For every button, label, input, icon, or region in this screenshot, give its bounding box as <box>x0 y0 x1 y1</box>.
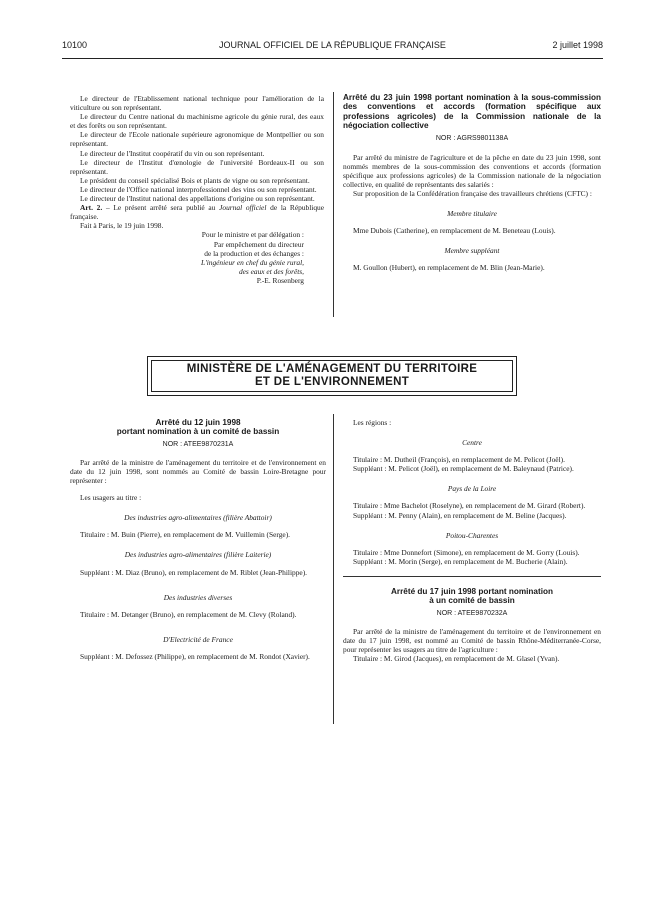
text-line: Le président du conseil spécialisé Bois et plants de vigne ou son représentant. <box>80 175 310 185</box>
appointment-line: Suppléant : M. Defossez (Philippe), en remplacement de M. Rondot (Xavier). <box>80 651 310 661</box>
top-right-column <box>343 93 601 273</box>
appointment-line: Titulaire : Mme Bachelot (Roselyne), en remplacement de M. Girard (Robert). <box>353 501 586 511</box>
appointment-line: Titulaire : M. Buin (Pierre), en remplacement de M. Vuillemin (Serge). <box>80 530 291 540</box>
fait-a-paris: Fait à Paris, le 19 juin 1998. <box>80 221 164 231</box>
paragraph: Par arrêté de la ministre de l'aménagement du territoire et de l'environnement en date du 12 juin 1998, sont nommés au Comité de bassin Loire-Bretagne pour représenter : <box>70 457 326 486</box>
section-heading: Des industries agro-alimentaires (filière Laiterie) <box>124 550 272 560</box>
appointment-line: Titulaire : M. Detanger (Bruno), en remplacement de M. Clevy (Roland). <box>80 609 297 619</box>
paragraph: Les régions : <box>353 418 392 427</box>
signatory-name: P.-E. Rosenberg <box>256 275 304 285</box>
ministry-line: ET DE L'ENVIRONNEMENT <box>254 376 410 388</box>
bottom-left-column <box>70 418 326 661</box>
ministry-heading <box>151 360 513 392</box>
ministry-line: MINISTÈRE DE L'AMÉNAGEMENT DU TERRITOIRE <box>186 363 478 375</box>
region-heading: Pays de la Loire <box>447 484 497 494</box>
decree-title: Arrêté du 17 juin 1998 portant nomination <box>391 586 553 596</box>
article-separator <box>343 576 601 577</box>
top-left-column <box>70 94 324 285</box>
text-line: Le directeur de l'Institut national des appellations d'origine ou son représentant. <box>80 194 315 204</box>
column-divider <box>333 92 334 317</box>
signature-block <box>70 230 304 285</box>
bottom-right-column <box>343 418 601 663</box>
text-line: Le directeur de l'Office national interprofessionnel des vins ou son représentant. <box>80 184 317 194</box>
appointment-line: Suppléant : M. Diaz (Bruno), en remplacement de M. Riblet (Jean-Philippe). <box>80 567 307 577</box>
issue-date: 2 juillet 1998 <box>552 40 603 50</box>
ministry-box <box>147 356 517 396</box>
page-number: 10100 <box>62 40 88 50</box>
decree-title: portant nomination à un comité de bassin <box>116 427 280 437</box>
column-divider <box>333 414 334 724</box>
appointment-line: Mme Dubois (Catherine), en remplacement de M. Beneteau (Louis). <box>353 226 556 236</box>
signature-line: Par empêchement du directeur <box>213 239 304 249</box>
text-line: Le directeur de l'Ecole nationale supérieure agronomique de Montpellier ou son représentant. <box>70 130 324 149</box>
text-line: Le directeur du Centre national du machinisme agricole du génie rural, des eaux et des forêts ou son représentant. <box>70 112 324 131</box>
nor-reference: NOR : ATEE9870231A <box>162 440 234 448</box>
signature-line: de la production et des échanges : <box>204 248 304 258</box>
appointment-line: Suppléant : M. Pelicot (Joël), en remplacement de M. Baleynaud (Patrice). <box>353 464 574 474</box>
paragraph: Par arrêté du ministre de l'agriculture et de la pêche en date du 23 juin 1998, sont nommés membres de la sous-commission des conventions et accords (formation spécifique aux professions agricoles) de la Commission nationale de la négociation collective, en qualité de représentants des salariés : <box>343 152 601 189</box>
nor-reference: NOR : AGRS9801138A <box>435 134 509 142</box>
region-heading: Centre <box>462 438 482 448</box>
paragraph: Les usagers au titre : <box>80 493 142 503</box>
appointment-line: Suppléant : M. Morin (Serge), en remplacement de M. Bucherie (Alain). <box>353 556 568 566</box>
text-line: Le directeur de l'Institut coopératif du vin ou son représentant. <box>80 148 265 158</box>
section-heading: Membre suppléant <box>444 246 500 256</box>
text-line: Le directeur de l'Institut d'œnologie de l'université Bordeaux-II ou son représentant. <box>70 157 324 176</box>
header-rule <box>62 58 603 59</box>
signature-line: des eaux et des forêts, <box>238 266 304 276</box>
paragraph: Sur proposition de la Confédération française des travailleurs chrétiens (CFTC) : <box>353 189 592 199</box>
journal-title: JOURNAL OFFICIEL DE LA RÉPUBLIQUE FRANÇAISE <box>219 40 446 50</box>
decree-title: à un comité de bassin <box>429 596 515 606</box>
decree-title: Arrêté du 12 juin 1998 <box>155 418 241 427</box>
appointment-line: Titulaire : M. Girod (Jacques), en remplacement de M. Glasel (Yvan). <box>353 654 560 664</box>
text-line: Le directeur de l'Etablissement national technique pour l'amélioration de la viticulture ou son représentant. <box>70 94 324 113</box>
paragraph: Par arrêté de la ministre de l'aménagement du territoire et de l'environnement en date du 17 juin 1998, est nommé au Comité de bassin Rhône-Méditerranée-Corse, pour représenter les usagers au titre de l'agriculture : <box>343 626 601 655</box>
appointment-line: Titulaire : Mme Donnefort (Simone), en remplacement de M. Gorry (Louis). <box>353 547 580 557</box>
appointment-line: M. Goullon (Hubert), en remplacement de M. Blin (Jean-Marie). <box>353 263 545 273</box>
article-label: Art. 2. <box>80 203 103 213</box>
article-2: Art. 2. – Le présent arrêté sera publié au Journal officiel de la République française. <box>70 203 324 222</box>
region-heading: Poitou-Charentes <box>445 530 499 540</box>
signature-line: Pour le ministre et par délégation : <box>201 230 304 240</box>
section-heading: D'Electricité de France <box>163 634 233 644</box>
section-heading: Des industries diverses <box>163 592 233 602</box>
decree-title: Arrêté du 23 juin 1998 portant nomination à la sous-commission des conventions et accords (formation spécifique aux professions agricoles) de la Commission nationale de la négociation collective <box>343 93 601 131</box>
section-heading: Membre titulaire <box>447 209 497 219</box>
signature-line: L'ingénieur en chef du génie rural, <box>201 257 304 267</box>
appointment-line: Titulaire : M. Dutheil (François), en remplacement de M. Pelicot (Joël). <box>353 455 565 465</box>
nor-reference: NOR : ATEE9870232A <box>436 609 508 617</box>
section-heading: Des industries agro-alimentaires (filière Abattoir) <box>124 513 272 523</box>
appointment-line: Suppléant : M. Penny (Alain), en remplacement de M. Beline (Jacques). <box>353 510 567 520</box>
